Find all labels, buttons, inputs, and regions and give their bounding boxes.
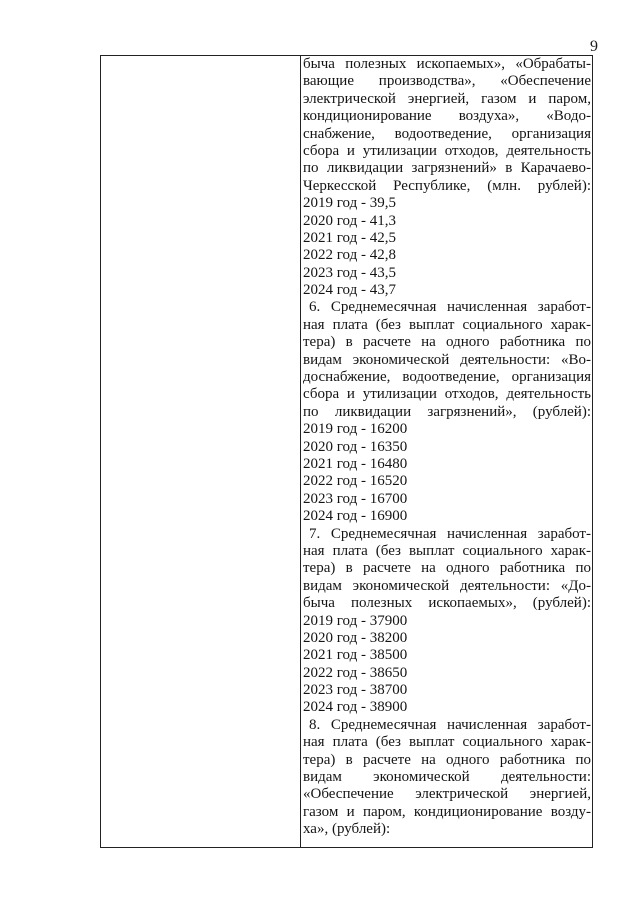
left-column-cell: [101, 56, 300, 847]
year-value: 2019 год - 37900: [303, 612, 408, 629]
item-6-line: видам экономической деятельности: «Во-: [303, 351, 591, 368]
year-value: 2023 год - 43,5: [303, 264, 396, 281]
right-column-cell: [303, 56, 591, 839]
item-6-line: тера) в расчете на одного работника по: [303, 334, 591, 351]
text-line: кондиционирование воздуха», «Водо-: [303, 108, 591, 125]
text-line: электрической энергией, газом и паром,: [303, 90, 591, 107]
text-line: снабжение, водоотведение, организация: [303, 125, 591, 142]
item-8-line: ная плата (без выплат социального харак-: [303, 734, 591, 751]
year-value: 2022 год - 38650: [303, 664, 408, 681]
text-line: вающие производства», «Обеспечение: [303, 73, 591, 90]
year-value: 2019 год - 16200: [303, 421, 408, 438]
year-value: 2021 год - 16480: [303, 455, 408, 472]
year-value: 2023 год - 16700: [303, 490, 408, 507]
year-value: 2022 год - 42,8: [303, 247, 396, 264]
item-8-line: тера) в расчете на одного работника по: [303, 751, 591, 768]
item-7-line: ная плата (без выплат социального харак-: [303, 542, 591, 559]
item-7-line: быча полезных ископаемых», (рублей):: [303, 595, 591, 612]
item-8-line: газом и паром, кондиционирование возду-: [303, 803, 591, 820]
year-value: 2020 год - 38200: [303, 629, 408, 646]
page-number: 9: [590, 38, 598, 55]
item-6-line: сбора и утилизации отходов, деятельность: [303, 386, 591, 403]
year-value: 2020 год - 16350: [303, 438, 408, 455]
item-6-line: ная плата (без выплат социального харак-: [303, 316, 591, 333]
text-line: Черкесской Республике, (млн. рублей):: [303, 177, 591, 194]
item-6-line: по ликвидации загрязнений», (рублей):: [303, 403, 591, 420]
year-value: 2022 год - 16520: [303, 473, 408, 490]
item-8-line: видам экономической деятельности:: [303, 769, 591, 786]
text-line: сбора и утилизации отходов, деятельность: [303, 142, 591, 159]
year-value: 2024 год - 43,7: [303, 282, 396, 299]
item-7-line: видам экономической деятельности: «До-: [303, 577, 591, 594]
indicator-table: [100, 55, 593, 848]
item-6-line: 6. Среднемесячная начисленная заработ-: [309, 299, 591, 316]
item-7-line: 7. Среднемесячная начисленная заработ-: [309, 525, 591, 542]
year-value: 2024 год - 38900: [303, 699, 408, 716]
year-value: 2023 год - 38700: [303, 682, 408, 699]
year-value: 2021 год - 42,5: [303, 229, 396, 246]
year-value: 2021 год - 38500: [303, 647, 408, 664]
item-8-line: 8. Среднемесячная начисленная заработ-: [309, 716, 591, 733]
column-divider: [300, 56, 301, 847]
item-6-line: доснабжение, водоотведение, организация: [303, 369, 591, 386]
year-value: 2019 год - 39,5: [303, 195, 396, 212]
item-8-line: «Обеспечение электрической энергией,: [303, 786, 591, 803]
item-7-line: тера) в расчете на одного работника по: [303, 560, 591, 577]
item-8-line: ха», (рублей):: [303, 821, 391, 838]
year-value: 2020 год - 41,3: [303, 212, 396, 229]
text-line: по ликвидации загрязнений» в Карачаево-: [303, 160, 591, 177]
text-line: бычa полезных ископаемых», «Обрабаты-: [303, 56, 591, 72]
year-value: 2024 год - 16900: [303, 508, 408, 525]
